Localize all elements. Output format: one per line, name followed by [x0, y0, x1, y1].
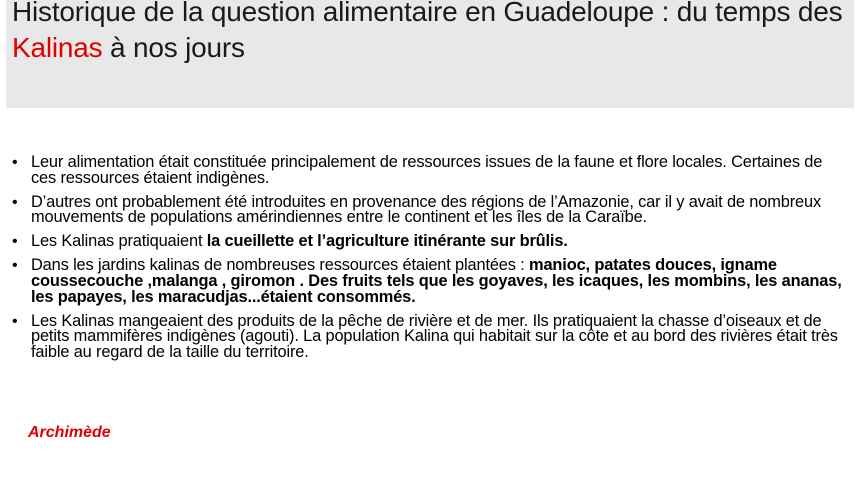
bullet-item: [10, 311, 850, 361]
bullet-dot-icon: •: [12, 154, 18, 171]
bullet-dot-icon: •: [12, 193, 18, 211]
bullet-text-bold: manioc, patates douces, igname coussecouche ,malanga , giromon . Des fruits tels que les goyaves, les icaques, les mombins, les ananas, les papayes, les maracudjas...étaient consommés.: [31, 256, 842, 306]
title-accent-kalinas: Kalinas: [12, 32, 103, 63]
bullet-item: [10, 155, 850, 186]
bullet-text: Les Kalinas pratiquaient: [31, 232, 207, 251]
title-text-before: Historique de la question alimentaire en Guadeloupe : du temps des: [12, 0, 843, 27]
signature: Archimède: [28, 424, 111, 441]
bullet-item: [10, 234, 850, 250]
bullet-text-bold: la cueillette et l’agriculture itinérante sur brûlis.: [206, 232, 568, 251]
slide-title: [12, 0, 852, 66]
bullet-text: Dans les jardins kalinas de nombreuses ressources étaient plantées :: [31, 256, 530, 275]
bullet-dot-icon: •: [12, 233, 18, 251]
bullet-text: Leur alimentation était constituée principalement de ressources issues de la faune et flore locales. Certaines de ces ressources étaient indigènes.: [31, 153, 823, 187]
slide-content: [10, 155, 850, 369]
bullet-item: [10, 192, 850, 227]
bullet-text: D’autres ont probablement été introduites en provenance des régions de l’Amazonie, car il y avait de nombreux mouvements de populations amérindiennes entre le continent et les îles de la Caraïbe.: [31, 192, 821, 227]
title-bar: [6, 0, 854, 108]
bullet-dot-icon: •: [12, 257, 18, 275]
bullet-text: Les Kalinas mangeaient des produits de la pêche de rivière et de mer. Ils pratiquaient la chasse d’oiseaux et de petits mammifères indigènes (agouti). La population Kalina qui habitait sur la côte et au bord des rivières était très faible au regard de la taille du territoire.: [31, 311, 838, 361]
title-text-after: à nos jours: [102, 32, 245, 63]
bullet-list: [10, 155, 850, 361]
bullet-item: [10, 258, 850, 305]
bullet-dot-icon: •: [12, 312, 18, 330]
